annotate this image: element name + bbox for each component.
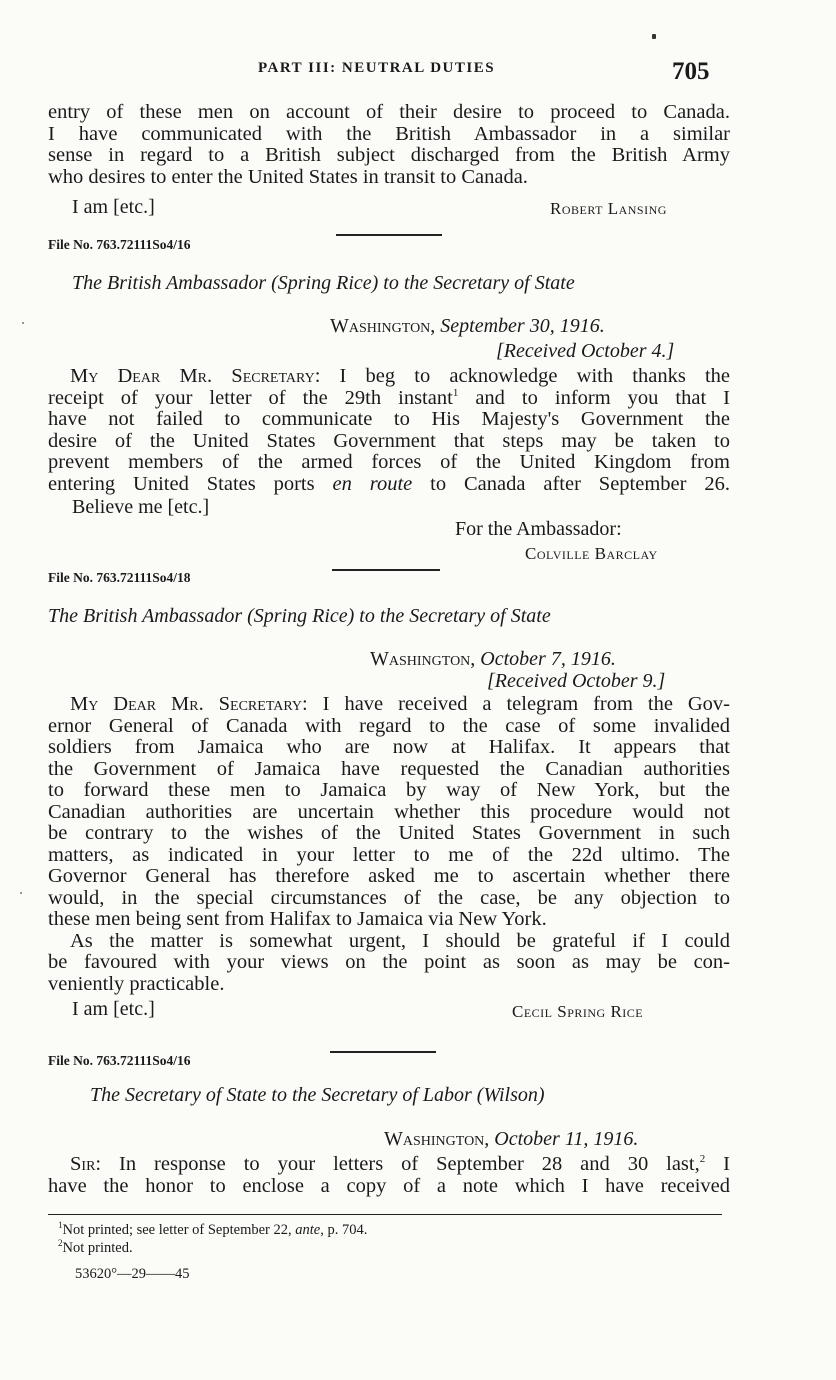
text-line: ernor General of Canada with regard to the case of some invalided: [48, 714, 730, 737]
footnote-marker: 1: [452, 386, 459, 399]
dateline: Washington, October 11, 1916.: [384, 1128, 639, 1150]
file-number: File No. 763.72111So4/16: [48, 237, 191, 252]
text-line: Canadian authorities are uncertain whether this procedure would not: [48, 800, 730, 823]
ink-speck: [652, 34, 656, 39]
closing: I am [etc.]: [72, 998, 155, 1020]
text-line: I have communicated with the British Ambassador in a similar: [48, 122, 730, 145]
letter-body: [48, 366, 730, 495]
for-line: For the Ambassador:: [455, 518, 622, 540]
running-header: PART III: NEUTRAL DUTIES: [258, 60, 496, 76]
text-line: to forward these men to Jamaica by way of New York, but the: [48, 779, 730, 801]
text-line: receipt of your letter of the 29th instant$^1$ and to inform you that I: [48, 386, 731, 409]
closing: Believe me [etc.]: [72, 496, 210, 518]
text-line: who desires to enter the United States in transit to Canada.: [48, 165, 528, 188]
document-title: The British Ambassador (Spring Rice) to the Secretary of State: [72, 272, 575, 294]
text-line: be contrary to the wishes of the United States Government in such: [48, 822, 730, 844]
footnote-rule: [48, 1214, 722, 1215]
text-line: desire of the United States Government that steps may be taken to: [48, 429, 730, 452]
divider-rule: [332, 569, 440, 571]
text-line: would, in the special circumstances of the case, be any objection to: [48, 886, 730, 909]
text-line: Governor General has therefore asked me to ascertain whether there: [48, 865, 730, 887]
text-line: have not failed to communicate to His Majesty's Government the: [48, 408, 730, 430]
text-line: As the matter is somewhat urgent, I should be grateful if I could: [70, 929, 730, 952]
divider-rule: [330, 1051, 436, 1053]
footnote: $^2$Not printed.: [58, 1238, 133, 1256]
text-line: Sir: In response to your letters of September 28 and 30 last,$^2$ I: [70, 1153, 730, 1175]
signature: Colville Barclay: [525, 544, 658, 563]
text-line: entering United States ports en route to Canada after September 26.: [48, 472, 730, 495]
signature: Robert Lansing: [550, 199, 667, 218]
document-title: The British Ambassador (Spring Rice) to the Secretary of State: [48, 605, 551, 627]
opening-paragraph: [48, 102, 730, 188]
closing: I am [etc.]: [72, 196, 155, 218]
letter-body: [48, 1154, 730, 1197]
text-line: matters, as indicated in your letter to me of the 22d ultimo. The: [48, 843, 730, 866]
dateline: Washington, September 30, 1916.: [330, 315, 605, 337]
text-line: these men being sent from Halifax to Jamaica via New York.: [48, 908, 547, 930]
signature: Cecil Spring Rice: [512, 1002, 644, 1021]
text-line: My Dear Mr. Secretary: I beg to acknowledge with thanks the: [70, 365, 730, 387]
text-line: prevent members of the armed forces of the United Kingdom from: [48, 451, 730, 473]
footnote: $^1$Not printed; see letter of September 22, ante, p. 704.: [58, 1220, 368, 1238]
page-number: 705: [672, 58, 710, 85]
letter-body: [48, 694, 730, 995]
received-line: [Received October 4.]: [496, 340, 675, 362]
file-number: File No. 763.72111So4/16: [48, 1053, 191, 1068]
text-line: entry of these men on account of their desire to proceed to Canada.: [48, 101, 730, 123]
document-title: The Secretary of State to the Secretary of Labor (Wilson): [90, 1084, 545, 1106]
text-line: veniently practicable.: [48, 972, 225, 995]
divider-rule: [336, 234, 442, 236]
text-line: the Government of Jamaica have requested the Canadian authorities: [48, 757, 730, 780]
received-line: [Received October 9.]: [487, 670, 666, 692]
text-line: soldiers from Jamaica who are now at Halifax. It appears that: [48, 736, 730, 758]
printer-code: 53620°—29——45: [75, 1266, 190, 1282]
ink-speck: [22, 322, 24, 324]
text-line: My Dear Mr. Secretary: I have received a telegram from the Gov-: [70, 693, 730, 715]
file-number: File No. 763.72111So4/18: [48, 570, 191, 585]
footnote-marker: 2: [699, 1153, 706, 1166]
text-line: sense in regard to a British subject discharged from the British Army: [48, 144, 730, 166]
text-line: have the honor to enclose a copy of a note which I have received: [48, 1174, 730, 1197]
dateline: Washington, October 7, 1916.: [370, 648, 616, 670]
text-line: be favoured with your views on the point as soon as may be con-: [48, 951, 730, 973]
ink-speck: [20, 892, 22, 894]
